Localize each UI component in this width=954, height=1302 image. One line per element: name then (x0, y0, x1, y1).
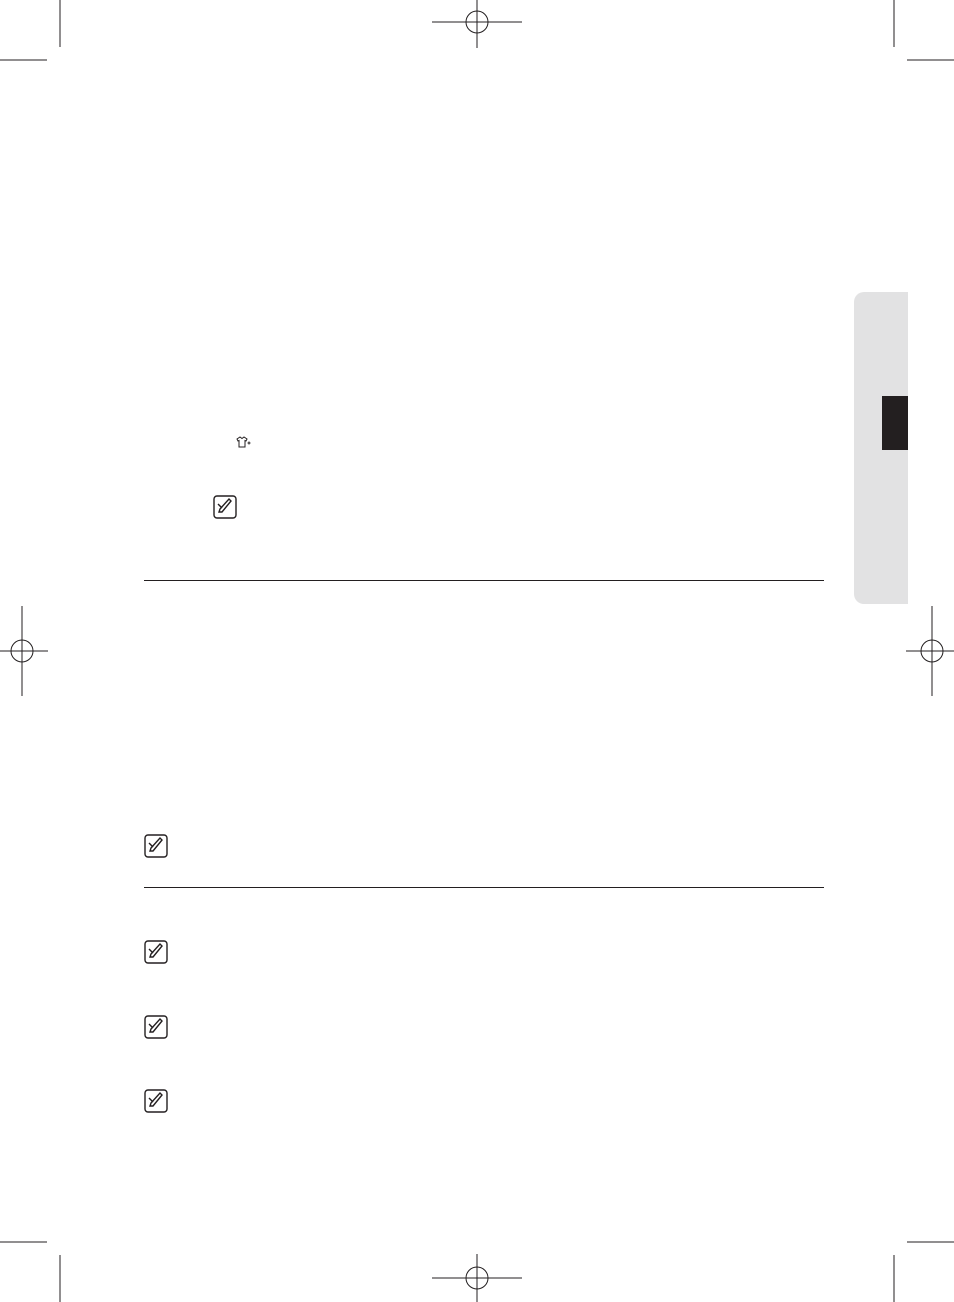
chapter-tab-label (856, 300, 882, 596)
pause-step-1 (213, 436, 825, 453)
pause-steps (213, 436, 825, 454)
garment-plus-icon (235, 436, 251, 449)
note-pencil-icon (144, 940, 168, 964)
chapter-side-tab (854, 292, 908, 604)
note-pencil-icon (144, 1089, 168, 1113)
atc-section-title (144, 885, 824, 888)
note-pencil-icon (213, 495, 237, 519)
note-pencil-icon (144, 834, 168, 858)
chapter-tab-marker (882, 396, 908, 450)
steam-section-title (144, 578, 824, 581)
note-pencil-icon (144, 1015, 168, 1039)
pause-step-3-block (213, 530, 825, 532)
